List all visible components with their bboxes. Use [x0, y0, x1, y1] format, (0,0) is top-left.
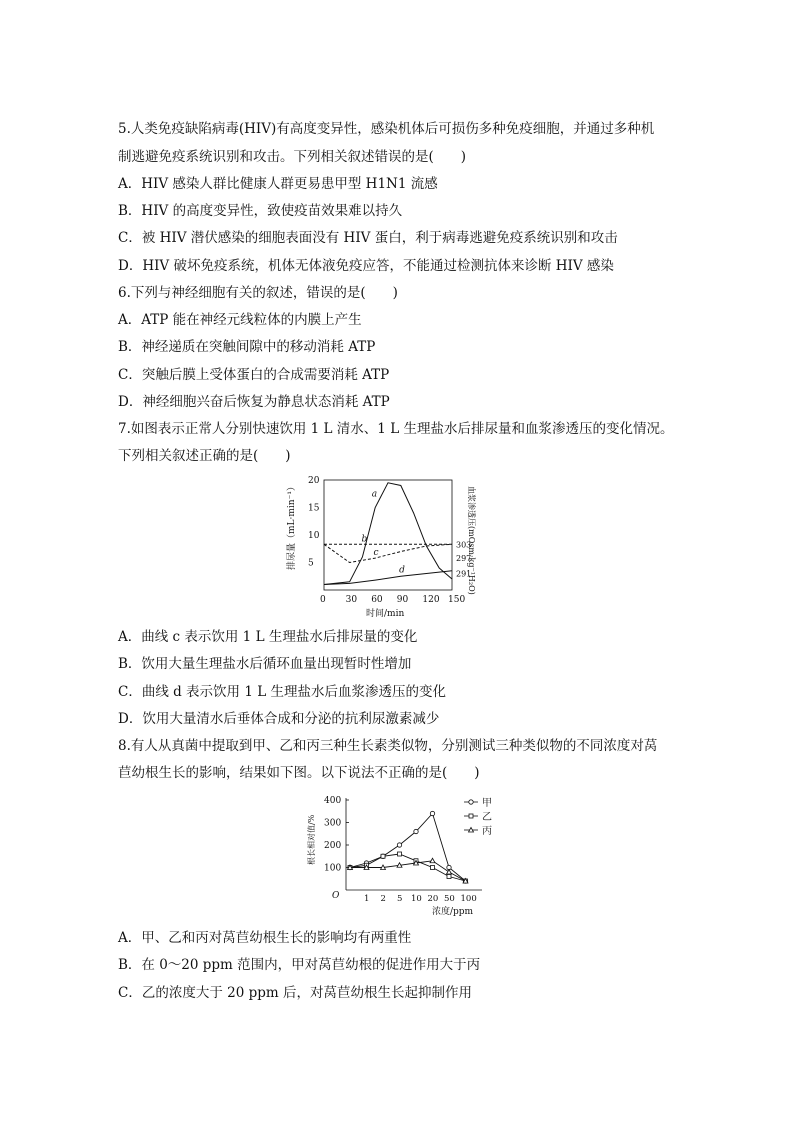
chart8-legend-label: 甲: [482, 798, 492, 809]
chart7-curve-label-a: a: [371, 489, 378, 500]
chart8-x-tick: 5: [397, 894, 403, 904]
chart8-x-tick: 2: [380, 894, 386, 904]
chart7-svg: [284, 470, 474, 620]
chart7-y-tick: 5: [308, 558, 314, 569]
chart7-x-tick: 90: [396, 595, 409, 605]
chart7-curve-label-c: c: [373, 547, 379, 558]
chart8-point: [397, 843, 401, 847]
chart7-curve-c: [324, 544, 452, 562]
chart8-origin-label: O: [332, 891, 340, 901]
chart7-x-tick: 0: [320, 595, 326, 605]
chart7-right-axis-label: 血浆渗透压(mOsm·kg⁻¹H₂O): [467, 486, 476, 595]
chart8-x-tick: 1: [364, 894, 370, 904]
chart8-point: [414, 829, 418, 833]
chart8-x-tick: 50: [444, 894, 455, 904]
q7-stem-line1: 7.如图表示正常人分别快速饮用 1 L 清水、1 L 生理盐水后排尿量和血浆渗透压的变化情况。: [118, 421, 674, 437]
q7-option-a: A．曲线 c 表示饮用 1 L 生理盐水后排尿量的变化: [118, 629, 418, 645]
chart8-x-axis-label: 浓度/ppm: [432, 907, 474, 917]
chart8-legend-marker: [469, 814, 473, 818]
q7-option-d: D．饮用大量清水后垂体合成和分泌的抗利尿激素减少: [118, 711, 440, 727]
chart7-right-tick: 297: [456, 554, 472, 564]
chart8-point: [430, 811, 434, 815]
chart8-legend-label: 乙: [482, 812, 492, 823]
root-length-chart: [302, 790, 512, 918]
chart8-point: [381, 854, 385, 858]
q7-option-c: C．曲线 d 表示饮用 1 L 生理盐水后血浆渗透压的变化: [118, 684, 446, 700]
q5-option-a: A．HIV 感染人群比健康人群更易患甲型 H1N1 流感: [118, 176, 438, 192]
q6-option-c: C．突触后膜上受体蛋白的合成需要消耗 ATP: [118, 367, 390, 383]
chart8-x-tick: 10: [411, 894, 422, 904]
chart8-point: [430, 858, 435, 863]
chart7-right-tick: 303: [456, 540, 472, 550]
q5-stem-line1: 5.人类免疫缺陷病毒(HIV)有高度变异性，感染机体后可损伤多种免疫细胞，并通过多种机: [118, 121, 655, 137]
urine-osmotic-chart: [284, 470, 474, 620]
chart8-y-tick: 300: [324, 818, 342, 829]
chart7-x-tick: 60: [371, 595, 383, 605]
chart8-point: [398, 852, 402, 856]
q7-stem-line2: 下列相关叙述正确的是( ): [118, 448, 291, 464]
chart8-x-tick: 100: [460, 894, 477, 904]
chart7-right-tick: 291: [456, 569, 472, 579]
chart8-point: [447, 875, 451, 879]
chart7-y-tick: 15: [308, 503, 320, 514]
q7-option-b: B．饮用大量生理盐水后循环血量出现暂时性增加: [118, 656, 412, 672]
q8-stem-line2: 苣幼根生长的影响，结果如下图。以下说法不正确的是( ): [118, 765, 480, 781]
q5-option-c: C．被 HIV 潜伏感染的细胞表面没有 HIV 蛋白，利于病毒逃避免疫系统识别和攻击: [118, 230, 618, 246]
chart7-curve-label-b: b: [361, 534, 368, 545]
chart8-legend-label: 丙: [482, 826, 492, 837]
q6-stem: 6.下列与神经细胞有关的叙述，错误的是( ): [118, 285, 398, 301]
chart8-svg: [302, 790, 512, 918]
chart8-point: [431, 866, 435, 870]
q5-stem-line2: 制逃避免疫系统识别和攻击。下列相关叙述错误的是( ): [118, 149, 467, 165]
chart7-frame: [324, 480, 452, 590]
chart7-curve-a: [324, 483, 452, 585]
chart7-y-tick: 10: [308, 531, 320, 541]
chart7-x-axis-label: 时间/min: [366, 609, 405, 619]
chart7-x-tick: 30: [345, 595, 358, 605]
q5-option-d: D．HIV 破坏免疫系统，机体无体液免疫应答，不能通过检测抗体来诊断 HIV 感染: [118, 258, 614, 274]
chart8-legend-marker: [469, 800, 473, 804]
chart7-x-tick: 120: [422, 595, 440, 605]
q6-option-d: D．神经细胞兴奋后恢复为静息状态消耗 ATP: [118, 394, 390, 410]
q6-option-a: A．ATP 能在神经元线粒体的内膜上产生: [118, 312, 362, 328]
q8-option-a: A．甲、乙和丙对莴苣幼根生长的影响均有两重性: [118, 930, 412, 946]
chart7-left-axis-label: 排尿量（mL·min⁻¹）: [287, 482, 297, 570]
chart8-y-tick: 200: [324, 841, 342, 851]
chart8-y-tick: 400: [324, 796, 342, 806]
chart7-curve-label-d: d: [399, 565, 405, 576]
chart7-x-tick: 150: [448, 595, 466, 605]
chart8-y-axis-label: 根长相对值/%: [307, 814, 316, 865]
chart8-y-tick: 100: [324, 863, 342, 874]
q8-option-c: C．乙的浓度大于 20 ppm 后，对莴苣幼根生长起抑制作用: [118, 985, 472, 1001]
q8-stem-line1: 8.有人从真菌中提取到甲、乙和丙三种生长素类似物，分别测试三种类似物的不同浓度对莴: [118, 738, 658, 754]
chart8-x-tick: 20: [427, 894, 439, 904]
q8-option-b: B．在 0～20 ppm 范围内，甲对莴苣幼根的促进作用大于丙: [118, 957, 481, 973]
chart7-y-tick: 20: [308, 476, 320, 486]
chart8-point: [447, 870, 452, 875]
q5-option-b: B．HIV 的高度变异性，致使疫苗效果难以持久: [118, 203, 403, 219]
q6-option-b: B．神经递质在突触间隙中的移动消耗 ATP: [118, 339, 376, 355]
